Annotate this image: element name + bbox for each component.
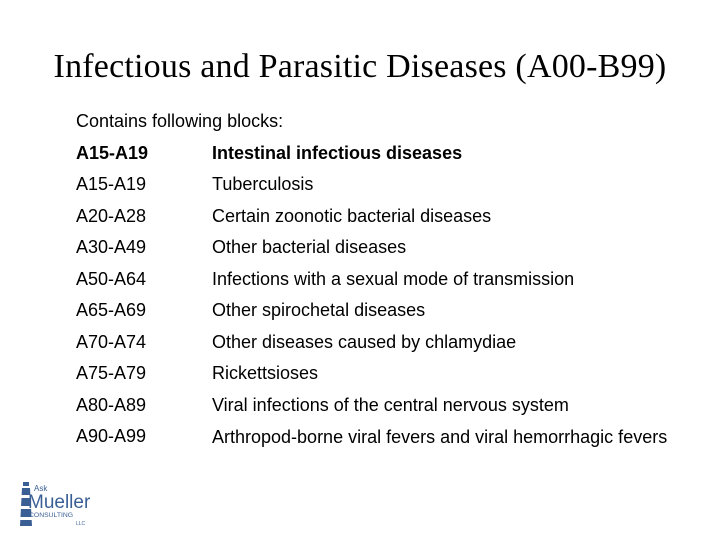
block-code: A90-A99 <box>76 426 147 446</box>
block-row <box>76 295 696 327</box>
block-code: A15-A19 <box>76 142 149 163</box>
block-list-container <box>76 106 696 453</box>
block-code: A50-A64 <box>76 268 147 289</box>
company-logo <box>12 480 112 532</box>
block-code: A20-A28 <box>76 205 147 226</box>
block-description: Viral infections of the central nervous system <box>212 394 569 415</box>
block-row <box>76 232 696 264</box>
block-row <box>76 201 696 233</box>
block-row <box>76 358 696 390</box>
block-description: Tuberculosis <box>212 174 314 194</box>
block-row <box>76 421 696 453</box>
block-row <box>76 138 696 170</box>
block-description: Arthropod-borne viral fevers and viral hemorrhagic fevers <box>212 427 668 447</box>
logo-text-line2: Mueller <box>28 492 91 513</box>
block-row <box>76 390 696 422</box>
block-description: Rickettsioses <box>212 363 319 383</box>
block-code: A65-A69 <box>76 300 147 320</box>
logo-text-line4: LLC <box>76 521 86 527</box>
block-code: A30-A49 <box>76 237 147 257</box>
intro-text: Contains following blocks: <box>76 111 284 131</box>
block-description: Infections with a sexual mode of transmission <box>212 268 575 289</box>
slide-title: Infectious and Parasitic Diseases (A00-B99) <box>53 48 667 85</box>
block-code: A75-A79 <box>76 363 147 383</box>
block-description: Other spirochetal diseases <box>212 300 426 320</box>
logo-text-line1: Ask <box>34 484 48 493</box>
block-row <box>76 264 696 296</box>
block-description: Other bacterial diseases <box>212 237 407 257</box>
logo-text-line3: CONSULTING <box>29 512 74 519</box>
block-code: A70-A74 <box>76 331 147 352</box>
block-description: Certain zoonotic bacterial diseases <box>212 205 492 226</box>
block-code: A80-A89 <box>76 394 147 415</box>
block-code: A15-A19 <box>76 174 147 194</box>
block-description: Other diseases caused by chlamydiae <box>212 331 517 352</box>
block-row <box>76 327 696 359</box>
block-description: Intestinal infectious diseases <box>212 142 463 163</box>
block-row <box>76 169 696 201</box>
